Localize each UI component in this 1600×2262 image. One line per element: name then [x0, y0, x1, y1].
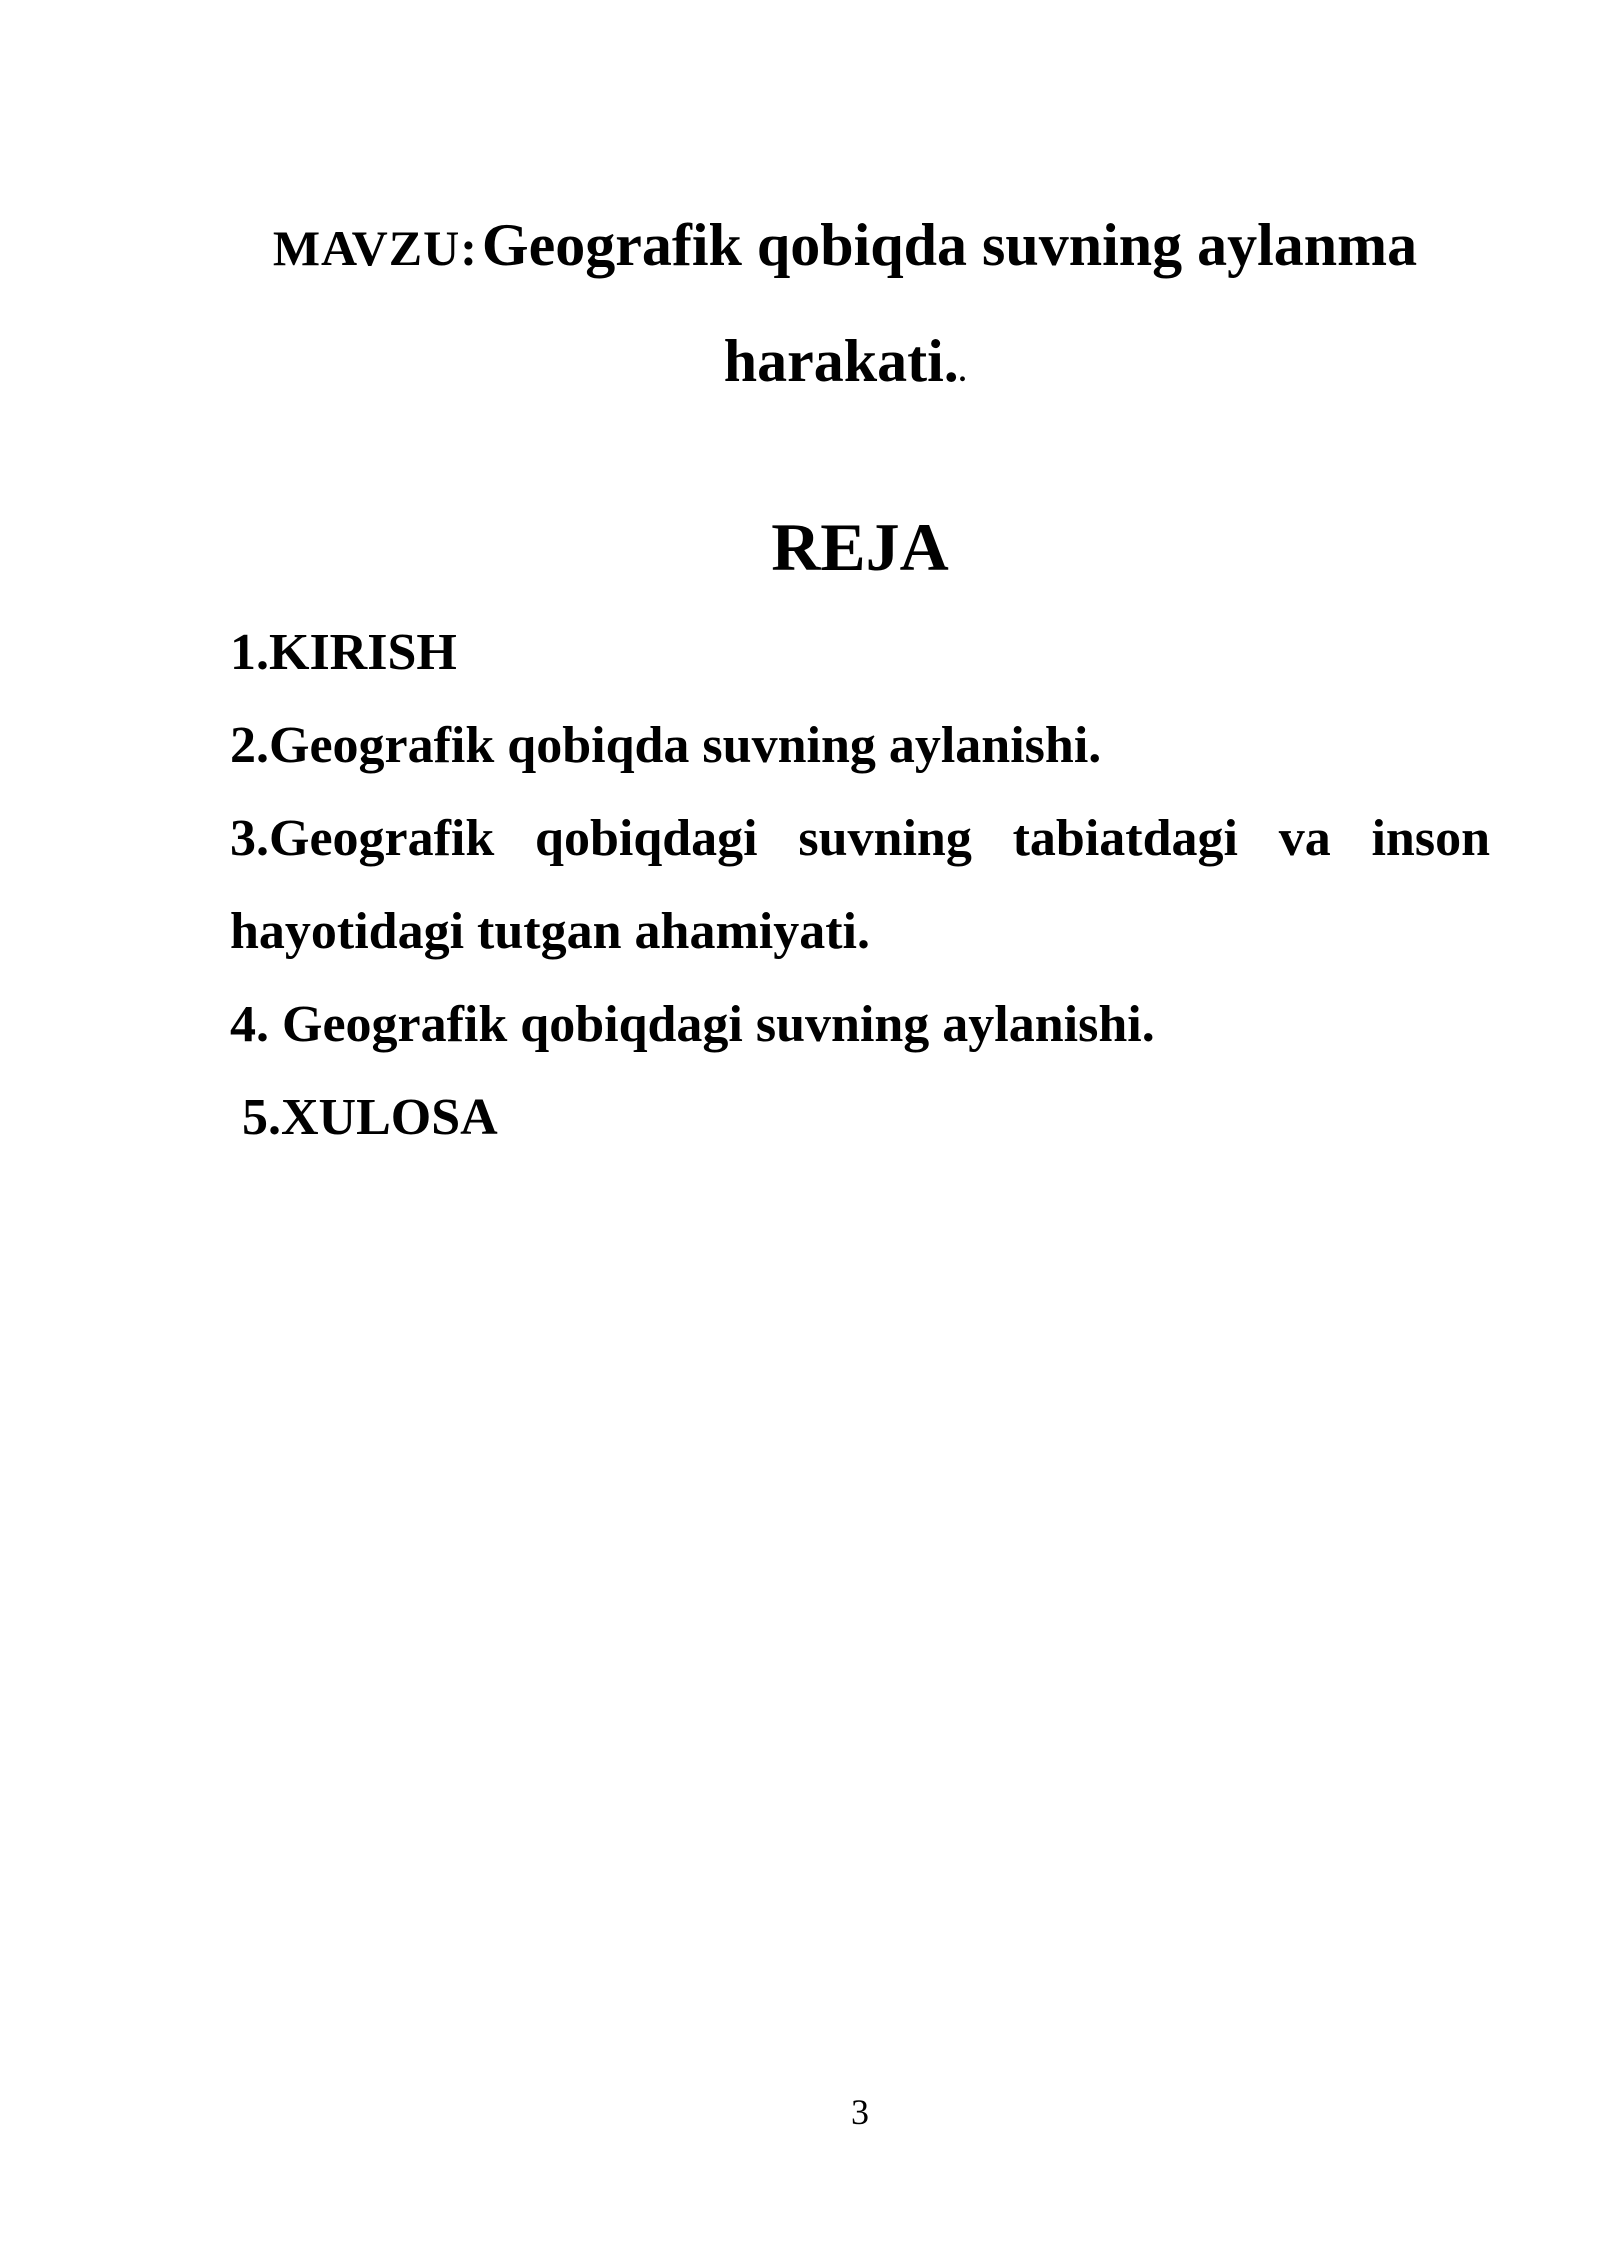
title-line-2 — [200, 311, 1490, 422]
plan-item-water-circulation: 4. Geografik qobiqdagi suvning aylanishi. — [230, 996, 1155, 1053]
plan-item-water-cycle: 2.Geografik qobiqda suvning aylanishi. — [230, 717, 1102, 774]
document-title — [200, 195, 1490, 422]
title-prefix: MAVZU: — [272, 220, 478, 276]
page-number: 3 — [851, 2092, 869, 2132]
title-line-1 — [200, 195, 1490, 311]
plan-item-introduction: 1.KIRISH — [230, 624, 457, 681]
plan-item-conclusion: 5.XULOSA — [242, 1089, 498, 1146]
title-trailing-dot: . — [958, 355, 967, 388]
plan-item-importance: 3.Geografik qobiqdagi suvning tabiatdagi va inson hayotidagi tutgan ahamiyati. — [230, 810, 1490, 960]
plan-heading: REJA — [771, 509, 949, 585]
title-main: Geografik qobiqda suvning aylanma — [481, 212, 1418, 278]
title-line-2-text: harakati. — [723, 328, 959, 394]
plan-list — [230, 606, 1490, 1164]
